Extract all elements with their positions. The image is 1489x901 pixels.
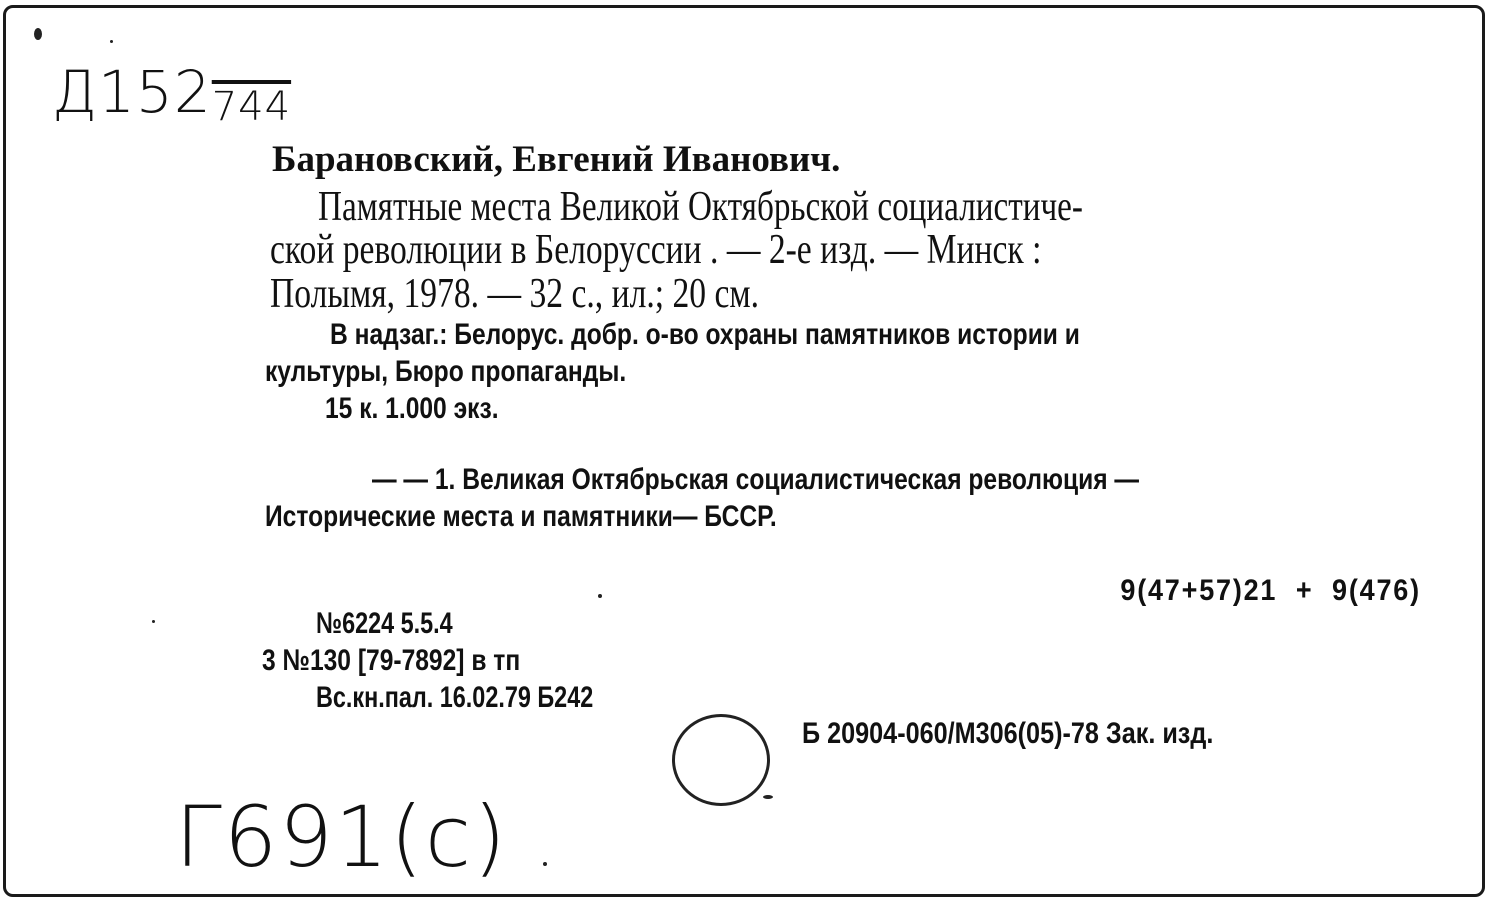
scan-speck [34, 28, 42, 40]
classification-index: 9(47+57)21 + 9(476) [1120, 574, 1421, 607]
title-line-1: Памятные места Великой Октябрьской социалистиче- [318, 184, 1083, 230]
subject-line-1: — — 1. Великая Октябрьская социалистическая революция — [372, 463, 1139, 496]
scan-speck [110, 40, 113, 43]
shelf-mark-number: 744 [211, 84, 292, 130]
technical-line-3: Вс.кн.пал. 16.02.79 Б242 [316, 681, 594, 714]
note-line-1: В надзаг.: Белорус. добр. о-во охраны памятников истории и [330, 318, 1080, 351]
title-line-3: Полымя, 1978. — 32 с., ил.; 20 см. [270, 271, 760, 317]
shelf-mark-prefix: Д152 [52, 58, 212, 126]
scan-speck [763, 795, 773, 799]
note-line-2: культуры, Бюро пропаганды. [265, 355, 627, 388]
author-heading: Барановский, Евгений Иванович. [272, 139, 841, 180]
order-line: Б 20904-060/М306(05)-78 Зак. изд. [802, 717, 1214, 750]
title-line-2: ской революции в Белоруссии . — 2-е изд. — Минск : [270, 227, 1042, 273]
note-line-3: 15 к. 1.000 экз. [325, 392, 499, 425]
scan-speck [152, 620, 155, 623]
scan-speck [543, 862, 547, 866]
inventory-mark: Г691(с) [175, 788, 508, 886]
scan-speck [598, 594, 602, 598]
technical-line-2: 3 №130 [79-7892] в тп [262, 644, 521, 677]
subject-line-2: Исторические места и памятники— БССР. [265, 500, 777, 533]
library-stamp-circle [672, 714, 770, 806]
technical-line-1: №6224 5.5.4 [316, 607, 453, 640]
shelf-mark [52, 58, 292, 130]
